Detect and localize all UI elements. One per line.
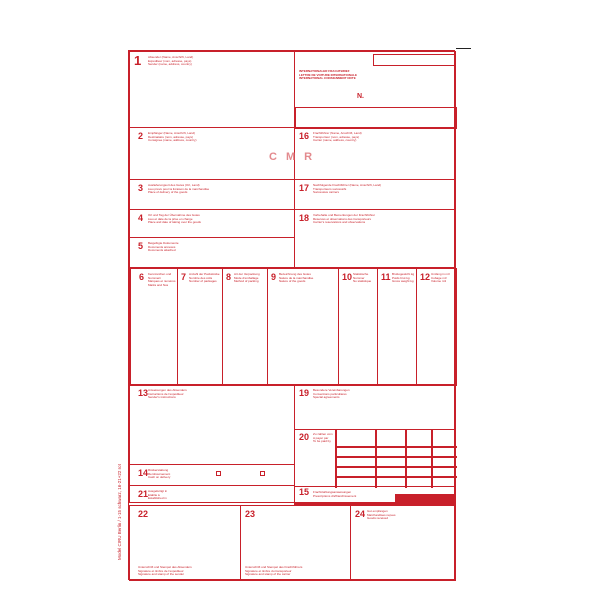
box-label: Auslieferungsort des Gutes (Ort, Land) Lieu prévu pour la livraison de la marchandise Place of delivery of the goods [148, 183, 210, 195]
box-label: Anzahl der Packstücke Nombre des colis Number of packages [189, 272, 220, 284]
box-number: 20 [299, 432, 310, 442]
box-19-special-agreements[interactable] [294, 384, 456, 430]
box-number: 23 [245, 509, 256, 519]
box-6-marks[interactable] [130, 268, 178, 386]
box-number: 13 [138, 388, 149, 398]
column-line [431, 430, 433, 488]
header-consignment-note [294, 51, 456, 128]
row-line [335, 456, 457, 458]
checkbox-frei[interactable] [216, 471, 221, 476]
box-label: Umfang in m3 Cubage m3 Volume m3 [431, 272, 450, 284]
box-label: Vorbehalte und Bemerkungen der Frachtführer Réserves et observations des transporteurs Carrier's reservations and observations [313, 213, 376, 225]
box-7-packages[interactable] [177, 268, 223, 386]
cmr-watermark: CMR [269, 151, 322, 163]
box-label: Unterschrift und Stempel des Absenders Signature et timbre de l'expéditeur Signature and stamp of the sender [138, 565, 192, 577]
box-label: Kennzeichen und Nummern Marques et numéros Marks and Nos [148, 272, 176, 287]
box-label: Frachtführer (Name, Anschrift, Land) Transporteur (nom, adresse, pays) Carrier (name, address, country) [313, 131, 362, 143]
column-line [375, 430, 377, 488]
box-number: 14 [138, 468, 149, 478]
box-number: 7 [181, 272, 187, 282]
box-number: 9 [271, 272, 277, 282]
box-number: 10 [342, 272, 353, 282]
box-label: Ausgefertigt in Etablie à Established in [148, 489, 168, 501]
box-label: Empfänger (Name, Anschrift, Land) Destinataire (nom, adresse, pays) Consignee (name, address, country) [148, 131, 197, 143]
box-number: 18 [299, 213, 310, 223]
box-10-statistical-number[interactable] [338, 268, 378, 386]
checkbox-unfrei[interactable] [260, 471, 265, 476]
box-label: Anweisungen des Absenders Instructions de l'expéditeur Sender's instructions [148, 388, 187, 400]
box-label: Rückerstattung Remboursement Cash on delivery [148, 468, 171, 480]
box-number: 19 [299, 388, 310, 398]
note-number-field[interactable] [373, 54, 455, 66]
box-label: Absender (Name, Anschrift, Land) Expéditeur (nom, adresse, pays) Sender (name, address, country) [148, 55, 194, 67]
box-number: 24 [355, 509, 366, 519]
box-number: 5 [138, 241, 144, 251]
box-23-carrier-signature[interactable] [240, 505, 351, 581]
box-9-goods-nature[interactable] [267, 268, 339, 386]
box-number: 3 [138, 183, 144, 193]
box-24-goods-received[interactable] [350, 505, 456, 581]
box-number: 15 [299, 487, 310, 497]
box-4-taking-over[interactable] [129, 209, 295, 238]
box-label: Unterschrift und Stempel des Frachtführers Signature et timbre du transporteur Signature and stamp of the carrier [245, 565, 303, 577]
row-line [335, 466, 457, 468]
row-line [335, 476, 457, 478]
header-title: INTERNATIONALER FRACHTBRIEF LETTRE DE VOITURE INTERNATIONALE INTERNATIONAL CONSIGNMENT NOTE [299, 69, 357, 81]
margin-dash [456, 48, 471, 49]
box-number: 4 [138, 213, 144, 223]
box-number: 12 [420, 272, 431, 282]
box-number: 11 [381, 272, 391, 282]
box-number: 6 [139, 272, 145, 282]
box-label: Nachfolgende Frachtführer (Name, Anschrift, Land) Transporteurs successifs Successive carriers [313, 183, 382, 195]
column-line [405, 430, 407, 488]
box-18-reservations[interactable] [294, 209, 456, 268]
box-1-sender[interactable] [129, 51, 295, 128]
box-8-packing[interactable] [222, 268, 268, 386]
box-15-payment-instructions[interactable] [294, 486, 456, 503]
legal-note [295, 107, 457, 129]
box-13-sender-instructions[interactable] [129, 384, 295, 465]
box-label: Ort und Tag der Übernahme des Gutes Lieu et date de la prise en charge Place and date of taking over the goods [148, 213, 201, 225]
box-label: Zu zahlen vom A payer par To be paid by [313, 432, 333, 444]
box-12-volume[interactable] [416, 268, 457, 386]
box-label: Bezeichnung des Gutes Nature de la marchandise Nature of the goods [279, 272, 314, 284]
box-label: Art der Verpackung Mode d'emballage Method of packing [234, 272, 260, 284]
box-number: 22 [138, 509, 149, 519]
side-caption: Model CIRU Berlin / 1-15 schwarz, 16-21+22 rot [117, 464, 122, 560]
box-22-sender-signature[interactable] [129, 505, 241, 581]
box-20-payment-table[interactable] [294, 429, 456, 487]
box-number: 16 [299, 131, 310, 141]
column-line [335, 430, 337, 488]
box-label: Besondere Vereinbarungen Conventions particulières Special agreements [313, 388, 350, 400]
box-number: 1 [134, 53, 142, 68]
box-number: 17 [299, 183, 310, 193]
box-21-established[interactable] [129, 485, 295, 503]
box-label: Statistische Nummer No statistique [353, 272, 372, 284]
row-line [335, 446, 457, 448]
box-14-cash-on-delivery[interactable] [129, 464, 295, 486]
number-label: N. [357, 93, 364, 100]
box-label: Gut empfangen Marchandises reçues Goods received [367, 509, 396, 521]
box-number: 2 [138, 131, 144, 141]
box-11-gross-weight[interactable] [377, 268, 417, 386]
box-17-successive-carriers[interactable] [294, 179, 456, 210]
box-label: Beigefügte Dokumente Documents annexés Documents attached [148, 241, 179, 253]
box-5-documents[interactable] [129, 237, 295, 268]
box-3-place-of-delivery[interactable] [129, 179, 295, 210]
box-label: Frachtzahlungsanweisungen Prescriptions d'affranchissement [313, 490, 357, 498]
box-number: 21 [138, 489, 149, 499]
box-label: Bruttogewicht kg Poids brut kg Gross weight kg [392, 272, 415, 284]
cmr-consignment-note [128, 50, 455, 580]
box-number: 8 [226, 272, 232, 282]
goods-table [129, 267, 456, 385]
